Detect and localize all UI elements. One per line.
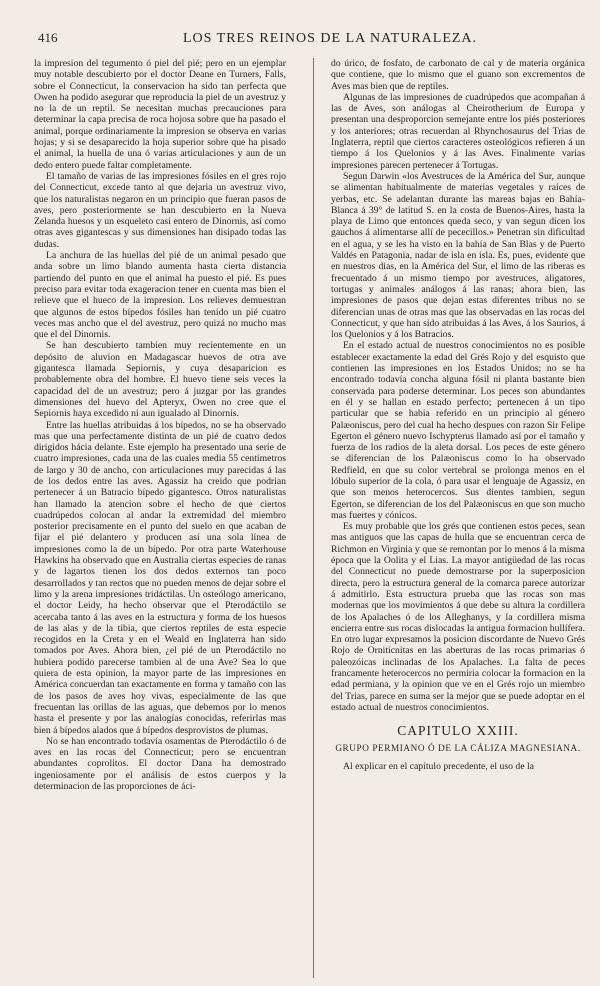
page-number: 416 — [38, 30, 58, 45]
column-divider — [313, 58, 314, 978]
paragraph: Se han descubierto tambien muy recientemente en un depósito de aluvion en Madagascar huevos de otra ave gigantesca llamada Sepiornis, y cuya desaparicion es probablemente obra del hombre. El huevo tiene seis veces la capacidad del de un avestruz; pero á juzgar por las grandes dimensiones del huevo del Apteryx, Owen no cree que el Sepiornis haya excedido ni aun igualado al Dinornis. — [34, 340, 286, 420]
running-title: LOS TRES REINOS DE LA NATURALEZA. — [182, 31, 478, 46]
left-column — [34, 58, 286, 792]
paragraph: Es muy probable que los grés que contienen estos peces, sean mas antiguos que las capas de hulla que se encuentran cerca de Richmon en Virginia y que se remontan por lo menos á la misma época que la Oolita y el Lias. La mayor antigüedad de las rocas del Connecticut no puede demostrarse por la superposicion directa, pero la estructura general de la comarca parece autorizar á admitirlo. Esta estructura prueba que las rocas son mas modernas que los movimientos á que debe su altura la cordillera de los Apalaches ó de los Alleghanys, y la cordillera misma encierra entre sus rocas dislocadas la antigua formacion hullífera. En otro lugar expresamos la posicion discordante de Nuevo Grés Rojo de Ornitícnitas en las aberturas de las rocas primarias ó paleozóicas inclinadas de los Apalaches. La falta de peces francamente heterocercos no permiria colocar la formacion en la edad permiana, y la opinion que ve en el Grés rojo un miembro del Trias, parece en suma ser la mejor que se puede adoptar en el estado actual de nuestros conocimientos. — [331, 521, 585, 713]
right-column — [331, 58, 585, 772]
paragraph: El tamaño de varias de las impresiones fósiles en el gres rojo del Connecticut, excede tanto al que dejaria un avestruz vivo, que los naturalistas negaron en un principio que fueran pasos de aves, pero posteriormente se han descubierto en la Nueva Zelanda huesos y un esqueleto casi entero de Dinornis, así como otras aves gigantescas y sus dimensiones han disipado todas las dudas. — [34, 170, 286, 250]
chapter-subtitle: GRUPO PERMIANO Ó DE LA CÁLIZA MAGNESIANA. — [335, 742, 581, 753]
paragraph: la impresion del tegumento ó piel del pié; pero en un ejemplar muy notable descubierto por el doctor Deane en Turners, Falls, sobre el Connecticut, la conservacion ha sido tan perfecta que Owen ha podido asegurar que reproducia la piel de un avestruz y no la de un reptil. Se necesitan muchas precauciones para determinar la capa precisa de roca hojosa sobre que ha pasado el animal, porque ordinariamente la impresion se observa en varias hojas; y si se desaparecido la hoja superior sobre que ha pisado el animal, la huella de una ó varias articulaciones y aun de un dedo entero puede faltar completamente. — [34, 58, 286, 171]
paragraph: Entre las huellas atribuidas á los bípedos, no se ha observado mas que una perfectamente distinta de un pié de cuatro dedos dirigidos hácia delante. Este ejemplo ha presentado una serie de cuatro impresiones, cada una de las cuales media 55 centímetros de largo y 30 de ancho, con articulaciones muy parecidas á las de los dedos entre las aves. Agassiz ha creido que podrian pertenecer á un Batracio bípedo gigantesco. Otros naturalistas han llamado la atencion sobre el hecho de que ciertos cuadrúpedos colocan al andar la extremidad del miembro posterior precisamente en el punto del suelo en que acaban de fijar el pié delantero y producen así una sola línea de impresiones como la de un bípedo. Por otra parte Waterhouse Hawkins ha observado que en Australia ciertas especies de ranas y de lagartos tienen los dos dedos externos tan poco desarrollados y tan rectos que no pueden menos de dejar sobre el limo y la arena impresiones tridáctilas. Un osteólogo americano, el doctor Leidy, ha hecho observar que el Pterodáctilo se acercaba tanto á las aves en la estructura y forma de los huesos de las alas y de la tibia, que ciertos reptiles de esta especie recogidos en la Creta y en el Weald en Inglaterra han sido tomados por Aves. Ahora bien, ¿el pié de un Pterodáctilo no hubiera podido parecerse tambien al de una Ave? Sea lo que quiera de esta opinion, la mayor parte de las impresiones en América concuerdan tan exactamente en forma y tamaño con las de los pasos de aves hoy vivas, especialmente de las que frecuentan las orillas de las aguas, que debemos por lo menos hasta el presente y por las analogías conocidas, referirlas mas bien á bípedos alados que á bípedos desprovistos de plumas. — [34, 419, 286, 736]
paragraph: La anchura de las huellas del pié de un animal pesado que anda sobre un limo blando aumenta hasta cierta distancia partiendo del punto en que el animal ha puesto el pié. Es pues preciso para evitar toda exageracion tener en cuenta mas bien el relieve que el hueco de la impresion. Los relieves demuestran que algunos de estos bípedos fósiles han tenido un pié cuatro veces mas ancho que el del avestruz, pero quizá no mucho mas que el del Dinornis. — [34, 250, 286, 341]
paragraph: Segun Darwin «los Avestruces de la América del Sur, aunque se alimentan habitualmente de materias vegetales y raices de yerbas, etc. Se adelantan durante las mareas bajas en Bahía-Blanca á 39° de latitud S. en la costa de Buenos-Aires, hasta la playa de Limo que entonces queda seco, y van segun dicen los gauchos á alimentarse allí de pececillos.» Penetran sin dificultad en el agua, y se les ha visto en la bahía de San Blas y de Puerto Valdés en Patagonia, nadar de isla en isla. Es, pues, evidente que en nuestros dias, en la América del Sur, el limo de las riberas es frecuentado á un mismo tiempo por avestruces, aligatores, tortugas y animales análogos á las ranas; ahora bien, las impresiones de pasos que dejan estas diferentes tribus no se diferencian unas de otras mas que las observadas en las rocas del Connecticut, y que han sido atribuidas á las Aves, á los Saurios, á los Quelonios y á los Batracios. — [331, 170, 585, 341]
chapter-title: CAPITULO XXIII. — [397, 723, 519, 739]
paragraph: do úrico, de fosfato, de carbonato de cal y de materia orgánica que contiene, que lo mismo que el guano son excrementos de Aves mas bien que de reptiles. — [331, 58, 585, 92]
page-header — [38, 30, 582, 52]
paragraph: En el estado actual de nuestros conocimientos no es posible establecer exactamente la edad del Grés Rojo y del esquisto que contienen las impresiones en los Estados Unidos; no se ha encontrado todavía concha alguna fósil ni planta bastante bien conservada para poderse determinar. Los peces son abundantes en él y se hallan en estado perfecto; pertenecen á un tipo particular que se habia referido en un principio al género Palæoniscus, pero del cual ha hecho despues con razon Sir Felipe Egerton el género nuevo Ischypterus llamado así por el tamaño y fuerza de los radios de la aleta dorsal. Los peces de este género se diferencian de los Palæoniscus como lo ha observado Redfield, en que su color vertebral se prolonga menos en el lóbulo superior de la cola, ó para usar el lenguaje de Agassiz, en que son menos heterocercos. Sus dientes tambien, segun Egerton, se diferencian de los del Palæoniscus en que son mucho mas fuertes y cónicos. — [331, 340, 585, 521]
paragraph: Algunas de las impresiones de cuadrúpedos que acompañan á las de Aves, son análogas al Cheirotherium de Europa y presentan una desproporcion semejante entre los piés posteriores y los anteriores; otras recuerdan al Rhynchosaurus del Trias de Inglaterra, reptil que ciertos caracteres osteológicos refieren á un tiempo á los Quelonios y á las Aves. Finalmente varias impresiones parecen pertenecer á Tortugas. — [331, 91, 585, 171]
chapter-opening-paragraph: Al explicar en el capítulo precedente, el uso de la — [343, 760, 534, 772]
paragraph: No se han encontrado todavía osamentas de Pterodáctilo ó de aves en las rocas del Connecticut; pero se encuentran abundantes coprolitos. El doctor Dana ha demostrado ingeniosamente por el análisis de estos cuerpos y la determinacion de las proporciones de áci- — [34, 735, 286, 792]
